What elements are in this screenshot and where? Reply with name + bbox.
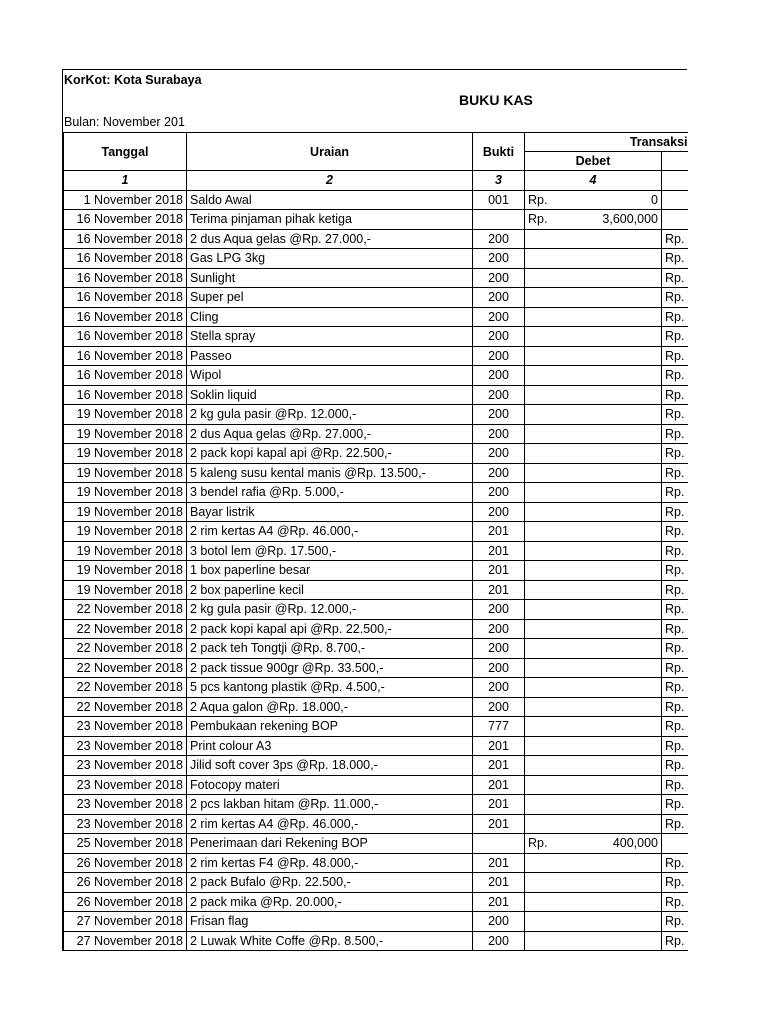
table-row	[64, 892, 688, 912]
cell-debet-currency	[525, 892, 549, 912]
cell-kredit-currency: Rp.	[662, 288, 688, 308]
cell-bukti: 200	[473, 268, 525, 288]
cell-uraian: Super pel	[187, 288, 473, 308]
cell-uraian: 2 Aqua galon @Rp. 18.000,-	[187, 697, 473, 717]
cell-uraian: Fotocopy materi	[187, 775, 473, 795]
cell-kredit-currency: Rp.	[662, 639, 688, 659]
cell-kredit-currency: Rp.	[662, 678, 688, 698]
cell-bukti: 200	[473, 600, 525, 620]
cell-debet-currency	[525, 931, 549, 951]
cell-uraian: 5 pcs kantong plastik @Rp. 4.500,-	[187, 678, 473, 698]
cell-uraian: 2 pcs lakban hitam @Rp. 11.000,-	[187, 795, 473, 815]
cell-tanggal: 23 November 2018	[64, 795, 187, 815]
cell-kredit-currency: Rp.	[662, 717, 688, 737]
cell-debet-currency	[525, 444, 549, 464]
cell-uraian: 2 pack teh Tongtji @Rp. 8.700,-	[187, 639, 473, 659]
cell-debet-currency	[525, 697, 549, 717]
col-number-1: 1	[64, 171, 187, 191]
cell-kredit-currency: Rp.	[662, 892, 688, 912]
cell-kredit-currency	[662, 190, 688, 210]
cell-debet-currency	[525, 307, 549, 327]
cell-kredit-currency: Rp.	[662, 522, 688, 542]
cell-bukti: 201	[473, 756, 525, 776]
cell-kredit-currency: Rp.	[662, 268, 688, 288]
cell-uraian: 3 botol lem @Rp. 17.500,-	[187, 541, 473, 561]
cell-debet-currency	[525, 385, 549, 405]
cell-kredit-currency: Rp.	[662, 385, 688, 405]
cell-bukti: 001	[473, 190, 525, 210]
cell-kredit-currency: Rp.	[662, 307, 688, 327]
cell-bukti: 201	[473, 522, 525, 542]
cell-debet-amount	[549, 444, 662, 464]
cell-uraian: 3 bendel rafia @Rp. 5.000,-	[187, 483, 473, 503]
cell-debet-currency	[525, 775, 549, 795]
cell-debet-currency	[525, 814, 549, 834]
period-label: Bulan: November 201	[64, 115, 185, 129]
cell-bukti: 200	[473, 385, 525, 405]
table-row	[64, 697, 688, 717]
cell-uraian: Passeo	[187, 346, 473, 366]
cell-uraian: 2 pack kopi kapal api @Rp. 22.500,-	[187, 619, 473, 639]
cell-bukti: 200	[473, 366, 525, 386]
cell-debet-currency	[525, 249, 549, 269]
cell-debet-amount	[549, 327, 662, 347]
cell-bukti: 200	[473, 346, 525, 366]
table-row	[64, 541, 688, 561]
cell-uraian: Wipol	[187, 366, 473, 386]
cell-uraian: 2 kg gula pasir @Rp. 12.000,-	[187, 600, 473, 620]
cell-debet-amount	[549, 366, 662, 386]
cell-debet-currency	[525, 327, 549, 347]
cell-bukti: 200	[473, 502, 525, 522]
cell-uraian: 2 box paperline kecil	[187, 580, 473, 600]
cell-bukti: 200	[473, 327, 525, 347]
cell-bukti: 201	[473, 775, 525, 795]
cell-kredit-currency: Rp.	[662, 931, 688, 951]
cell-bukti: 200	[473, 658, 525, 678]
table-row	[64, 366, 688, 386]
cell-uraian: Jilid soft cover 3ps @Rp. 18.000,-	[187, 756, 473, 776]
table-row	[64, 268, 688, 288]
cell-uraian: 2 dus Aqua gelas @Rp. 27.000,-	[187, 229, 473, 249]
cell-uraian: 2 pack mika @Rp. 20.000,-	[187, 892, 473, 912]
cell-bukti: 777	[473, 717, 525, 737]
cell-bukti: 200	[473, 463, 525, 483]
cell-bukti: 200	[473, 912, 525, 932]
cell-kredit-currency: Rp.	[662, 424, 688, 444]
cell-debet-amount	[549, 639, 662, 659]
col-header-debet: Debet	[525, 152, 662, 171]
cell-debet-amount	[549, 873, 662, 893]
table-row	[64, 346, 688, 366]
col-number-4: 4	[525, 171, 662, 191]
cell-kredit-currency: Rp.	[662, 229, 688, 249]
cell-tanggal: 16 November 2018	[64, 327, 187, 347]
cell-tanggal: 16 November 2018	[64, 229, 187, 249]
cell-debet-currency	[525, 736, 549, 756]
cell-kredit-currency: Rp.	[662, 405, 688, 425]
table-row	[64, 229, 688, 249]
cell-debet-amount: 0	[549, 190, 662, 210]
cell-tanggal: 26 November 2018	[64, 853, 187, 873]
table-row	[64, 522, 688, 542]
cell-debet-currency	[525, 853, 549, 873]
cell-bukti: 201	[473, 892, 525, 912]
cell-bukti: 200	[473, 678, 525, 698]
cell-tanggal: 22 November 2018	[64, 658, 187, 678]
cell-debet-amount: 400,000	[549, 834, 662, 854]
cell-bukti: 200	[473, 931, 525, 951]
cell-bukti: 200	[473, 288, 525, 308]
cell-debet-currency	[525, 502, 549, 522]
cell-debet-amount	[549, 658, 662, 678]
cell-debet-amount	[549, 814, 662, 834]
cell-kredit-currency: Rp.	[662, 366, 688, 386]
cell-tanggal: 22 November 2018	[64, 639, 187, 659]
table-row	[64, 249, 688, 269]
cell-debet-currency	[525, 639, 549, 659]
cell-debet-currency	[525, 795, 549, 815]
cell-uraian: Soklin liquid	[187, 385, 473, 405]
cell-tanggal: 22 November 2018	[64, 619, 187, 639]
cell-kredit-currency: Rp.	[662, 346, 688, 366]
cell-bukti: 200	[473, 619, 525, 639]
table-row	[64, 736, 688, 756]
cell-debet-amount	[549, 697, 662, 717]
cell-debet-amount	[549, 775, 662, 795]
cell-debet-amount	[549, 249, 662, 269]
col-header-kredit	[662, 152, 688, 171]
cell-kredit-currency: Rp.	[662, 327, 688, 347]
cell-tanggal: 19 November 2018	[64, 502, 187, 522]
table-row	[64, 912, 688, 932]
cell-debet-currency	[525, 405, 549, 425]
cell-tanggal: 22 November 2018	[64, 600, 187, 620]
cell-debet-currency	[525, 658, 549, 678]
cell-debet-amount	[549, 288, 662, 308]
cell-kredit-currency	[662, 210, 688, 230]
col-header-uraian: Uraian	[187, 133, 473, 171]
cell-uraian: 5 kaleng susu kental manis @Rp. 13.500,-	[187, 463, 473, 483]
cell-tanggal: 23 November 2018	[64, 756, 187, 776]
cell-kredit-currency: Rp.	[662, 619, 688, 639]
cell-debet-amount	[549, 756, 662, 776]
cell-debet-currency	[525, 600, 549, 620]
cell-bukti: 200	[473, 307, 525, 327]
cell-debet-amount	[549, 561, 662, 581]
table-row	[64, 307, 688, 327]
cell-uraian: 2 Luwak White Coffe @Rp. 8.500,-	[187, 931, 473, 951]
cell-kredit-currency: Rp.	[662, 658, 688, 678]
cell-tanggal: 16 November 2018	[64, 307, 187, 327]
table-row	[64, 756, 688, 776]
cell-bukti: 200	[473, 229, 525, 249]
cell-uraian: Penerimaan dari Rekening BOP	[187, 834, 473, 854]
cell-bukti: 201	[473, 795, 525, 815]
cell-debet-amount	[549, 678, 662, 698]
cell-tanggal: 19 November 2018	[64, 405, 187, 425]
cell-tanggal: 16 November 2018	[64, 346, 187, 366]
cell-debet-amount	[549, 502, 662, 522]
cell-tanggal: 23 November 2018	[64, 736, 187, 756]
cell-tanggal: 1 November 2018	[64, 190, 187, 210]
cell-debet-currency	[525, 522, 549, 542]
cell-kredit-currency: Rp.	[662, 249, 688, 269]
table-row	[64, 717, 688, 737]
cell-kredit-currency: Rp.	[662, 736, 688, 756]
table-row	[64, 814, 688, 834]
col-header-transaksi: Transaksi	[525, 133, 688, 152]
cell-debet-currency: Rp.	[525, 834, 549, 854]
cell-debet-currency	[525, 619, 549, 639]
table-row	[64, 580, 688, 600]
cell-debet-currency	[525, 288, 549, 308]
document-title: BUKU KAS	[459, 92, 533, 108]
table-row	[64, 288, 688, 308]
cell-debet-currency	[525, 229, 549, 249]
cell-debet-amount	[549, 736, 662, 756]
cell-uraian: Gas LPG 3kg	[187, 249, 473, 269]
cell-bukti: 200	[473, 249, 525, 269]
cell-uraian: Stella spray	[187, 327, 473, 347]
table-row	[64, 444, 688, 464]
cell-bukti: 201	[473, 541, 525, 561]
col-header-bukti: Bukti	[473, 133, 525, 171]
cell-bukti: 201	[473, 561, 525, 581]
cell-tanggal: 16 November 2018	[64, 268, 187, 288]
cell-kredit-currency: Rp.	[662, 912, 688, 932]
cell-tanggal: 25 November 2018	[64, 834, 187, 854]
cell-tanggal: 23 November 2018	[64, 717, 187, 737]
cell-debet-amount	[549, 346, 662, 366]
cell-debet-currency	[525, 346, 549, 366]
cell-tanggal: 22 November 2018	[64, 697, 187, 717]
cell-kredit-currency: Rp.	[662, 580, 688, 600]
cell-uraian: 2 pack tissue 900gr @Rp. 33.500,-	[187, 658, 473, 678]
table-row	[64, 619, 688, 639]
cash-book-table	[63, 132, 688, 951]
cell-debet-currency	[525, 366, 549, 386]
cell-bukti: 200	[473, 639, 525, 659]
cell-debet-amount	[549, 522, 662, 542]
cell-kredit-currency: Rp.	[662, 600, 688, 620]
cell-debet-currency	[525, 424, 549, 444]
cell-tanggal: 27 November 2018	[64, 912, 187, 932]
cell-debet-amount	[549, 483, 662, 503]
cell-uraian: 2 rim kertas A4 @Rp. 46.000,-	[187, 814, 473, 834]
table-row	[64, 405, 688, 425]
table-row	[64, 678, 688, 698]
cell-uraian: 2 pack Bufalo @Rp. 22.500,-	[187, 873, 473, 893]
cell-uraian: 1 box paperline besar	[187, 561, 473, 581]
cell-debet-amount	[549, 307, 662, 327]
cell-uraian: Frisan flag	[187, 912, 473, 932]
cell-bukti	[473, 210, 525, 230]
cell-debet-amount	[549, 619, 662, 639]
cell-debet-amount	[549, 229, 662, 249]
cell-tanggal: 19 November 2018	[64, 483, 187, 503]
cell-uraian: 2 pack kopi kapal api @Rp. 22.500,-	[187, 444, 473, 464]
cell-debet-amount	[549, 795, 662, 815]
cell-debet-amount: 3,600,000	[549, 210, 662, 230]
cell-kredit-currency	[662, 834, 688, 854]
cell-bukti: 201	[473, 814, 525, 834]
cell-tanggal: 16 November 2018	[64, 288, 187, 308]
cell-debet-currency	[525, 912, 549, 932]
cell-kredit-currency: Rp.	[662, 502, 688, 522]
cell-debet-amount	[549, 600, 662, 620]
cell-bukti: 201	[473, 853, 525, 873]
cell-uraian: 2 rim kertas A4 @Rp. 46.000,-	[187, 522, 473, 542]
table-row	[64, 853, 688, 873]
table-row	[64, 561, 688, 581]
table-row	[64, 795, 688, 815]
cell-bukti: 201	[473, 580, 525, 600]
cell-debet-amount	[549, 853, 662, 873]
cell-tanggal: 19 November 2018	[64, 424, 187, 444]
cell-kredit-currency: Rp.	[662, 873, 688, 893]
cell-kredit-currency: Rp.	[662, 697, 688, 717]
cell-tanggal: 26 November 2018	[64, 892, 187, 912]
table-row	[64, 190, 688, 210]
cell-bukti: 200	[473, 424, 525, 444]
table-row	[64, 931, 688, 951]
cell-bukti	[473, 834, 525, 854]
cell-debet-currency	[525, 268, 549, 288]
cell-tanggal: 19 November 2018	[64, 463, 187, 483]
cell-debet-amount	[549, 580, 662, 600]
cell-kredit-currency: Rp.	[662, 561, 688, 581]
cell-debet-amount	[549, 541, 662, 561]
cell-bukti: 200	[473, 405, 525, 425]
cell-debet-currency: Rp.	[525, 210, 549, 230]
cell-tanggal: 22 November 2018	[64, 678, 187, 698]
cell-uraian: Print colour A3	[187, 736, 473, 756]
cell-uraian: Bayar listrik	[187, 502, 473, 522]
table-row	[64, 775, 688, 795]
cell-debet-amount	[549, 268, 662, 288]
cell-kredit-currency: Rp.	[662, 756, 688, 776]
cell-tanggal: 26 November 2018	[64, 873, 187, 893]
cell-tanggal: 16 November 2018	[64, 385, 187, 405]
cell-uraian: 2 dus Aqua gelas @Rp. 27.000,-	[187, 424, 473, 444]
cell-debet-currency	[525, 678, 549, 698]
col-header-tanggal: Tanggal	[64, 133, 187, 171]
spreadsheet	[62, 69, 687, 951]
cell-tanggal: 23 November 2018	[64, 814, 187, 834]
table-row	[64, 873, 688, 893]
cell-uraian: Cling	[187, 307, 473, 327]
cell-tanggal: 19 November 2018	[64, 561, 187, 581]
korkot-label: KorKot: Kota Surabaya	[64, 73, 202, 87]
cell-bukti: 200	[473, 483, 525, 503]
cell-kredit-currency: Rp.	[662, 795, 688, 815]
cell-uraian: 2 rim kertas F4 @Rp. 48.000,-	[187, 853, 473, 873]
table-row	[64, 424, 688, 444]
cell-debet-amount	[549, 463, 662, 483]
cell-tanggal: 16 November 2018	[64, 366, 187, 386]
cell-uraian: Sunlight	[187, 268, 473, 288]
cell-debet-amount	[549, 405, 662, 425]
cell-bukti: 200	[473, 697, 525, 717]
cell-tanggal: 19 November 2018	[64, 580, 187, 600]
cell-bukti: 200	[473, 444, 525, 464]
cell-kredit-currency: Rp.	[662, 444, 688, 464]
cell-uraian: Terima pinjaman pihak ketiga	[187, 210, 473, 230]
table-row	[64, 483, 688, 503]
table-row	[64, 639, 688, 659]
table-row	[64, 658, 688, 678]
cell-kredit-currency: Rp.	[662, 483, 688, 503]
cell-kredit-currency: Rp.	[662, 463, 688, 483]
col-number-3: 3	[473, 171, 525, 191]
cell-tanggal: 19 November 2018	[64, 444, 187, 464]
cell-tanggal: 19 November 2018	[64, 541, 187, 561]
table-row	[64, 327, 688, 347]
cell-debet-amount	[549, 912, 662, 932]
col-number-2: 2	[187, 171, 473, 191]
cell-debet-currency	[525, 483, 549, 503]
cell-debet-amount	[549, 717, 662, 737]
table-row	[64, 463, 688, 483]
cell-uraian: Pembukaan rekening BOP	[187, 717, 473, 737]
cell-kredit-currency: Rp.	[662, 541, 688, 561]
cell-debet-amount	[549, 931, 662, 951]
table-row	[64, 600, 688, 620]
cell-debet-amount	[549, 385, 662, 405]
table-row	[64, 834, 688, 854]
cell-bukti: 201	[473, 873, 525, 893]
cell-kredit-currency: Rp.	[662, 814, 688, 834]
cell-tanggal: 23 November 2018	[64, 775, 187, 795]
cell-kredit-currency: Rp.	[662, 775, 688, 795]
cell-bukti: 201	[473, 736, 525, 756]
table-row	[64, 385, 688, 405]
table-row	[64, 502, 688, 522]
cell-debet-amount	[549, 424, 662, 444]
cell-tanggal: 16 November 2018	[64, 249, 187, 269]
cell-debet-currency	[525, 541, 549, 561]
cell-uraian: Saldo Awal	[187, 190, 473, 210]
cell-debet-currency: Rp.	[525, 190, 549, 210]
cell-debet-currency	[525, 463, 549, 483]
cell-debet-currency	[525, 756, 549, 776]
cell-tanggal: 27 November 2018	[64, 931, 187, 951]
cell-debet-amount	[549, 892, 662, 912]
cell-debet-currency	[525, 580, 549, 600]
cell-tanggal: 19 November 2018	[64, 522, 187, 542]
cell-debet-currency	[525, 717, 549, 737]
table-row	[64, 210, 688, 230]
cell-debet-currency	[525, 561, 549, 581]
cell-tanggal: 16 November 2018	[64, 210, 187, 230]
cell-debet-currency	[525, 873, 549, 893]
cell-kredit-currency: Rp.	[662, 853, 688, 873]
cell-uraian: 2 kg gula pasir @Rp. 12.000,-	[187, 405, 473, 425]
col-number-5	[662, 171, 688, 191]
